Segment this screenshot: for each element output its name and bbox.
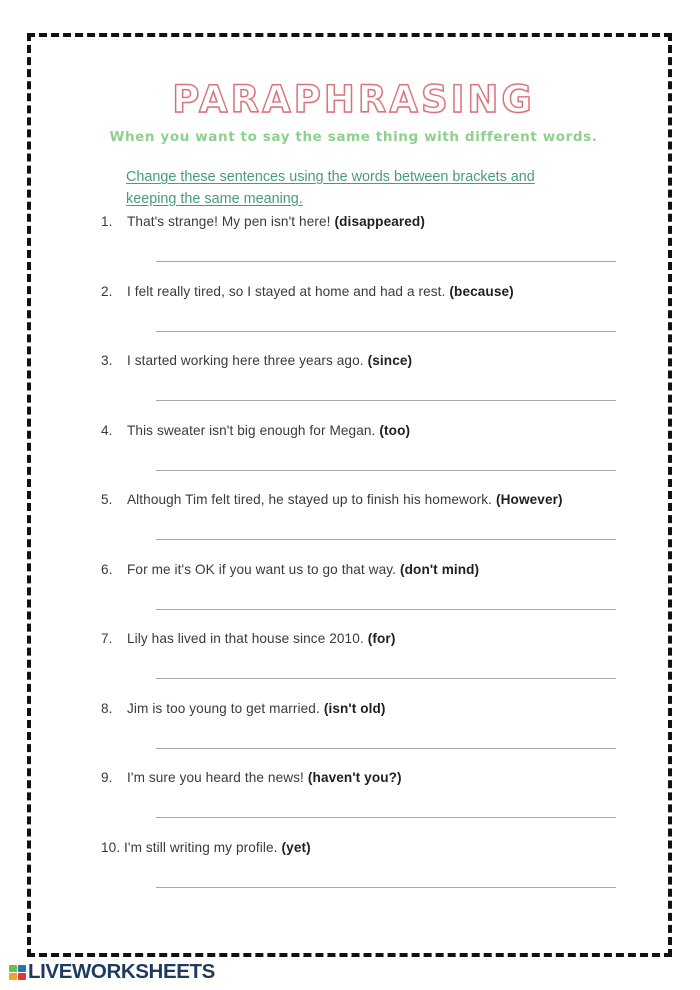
question-line — [101, 213, 666, 231]
worksheet-border — [27, 33, 672, 957]
question-item — [101, 213, 666, 283]
question-sentence: I'm still writing my profile. — [124, 839, 278, 855]
question-sentence: Lily has lived in that house since 2010. — [127, 631, 364, 646]
question-cue-word: (haven't you?) — [307, 770, 402, 785]
question-list — [101, 213, 666, 908]
page-subtitle: When you want to say the same thing with different words. — [109, 128, 598, 145]
logo-square-red — [18, 973, 26, 980]
question-cue-word: (don't mind) — [400, 561, 480, 577]
question-sentence: I started working here three years ago. — [127, 353, 364, 368]
page-title: PARAPHRASING — [172, 78, 535, 121]
answer-line[interactable] — [156, 609, 616, 610]
question-cue-word: (isn't old) — [323, 700, 386, 716]
question-sentence: Jim is too young to get married. — [127, 700, 320, 716]
question-cue-word: (However) — [496, 492, 563, 507]
question-line — [101, 352, 666, 370]
answer-line[interactable] — [156, 331, 616, 332]
question-number: 8. — [101, 700, 113, 716]
question-item — [101, 769, 666, 839]
liveworksheets-grid-icon — [9, 965, 26, 980]
logo-square-green — [9, 965, 17, 972]
question-cue-word: (too) — [379, 422, 411, 438]
question-cue-word: (for) — [367, 631, 396, 646]
question-line — [101, 491, 666, 509]
question-line — [101, 422, 666, 440]
title-block — [31, 78, 676, 145]
question-line — [101, 630, 666, 648]
answer-line[interactable] — [156, 887, 616, 888]
question-cue-word: (yet) — [281, 839, 311, 855]
question-number: 10. — [101, 839, 121, 855]
question-sentence: I'm sure you heard the news! — [127, 770, 304, 785]
question-item — [101, 630, 666, 700]
question-line — [101, 700, 666, 718]
question-sentence: I felt really tired, so I stayed at home and had a rest. — [127, 283, 446, 299]
answer-line[interactable] — [156, 678, 616, 679]
question-line — [101, 561, 666, 579]
logo-square-orange — [9, 973, 17, 980]
answer-line[interactable] — [156, 470, 616, 471]
question-item — [101, 839, 666, 909]
answer-line[interactable] — [156, 400, 616, 401]
answer-line[interactable] — [156, 539, 616, 540]
liveworksheets-wordmark: LIVEWORKSHEETS — [28, 960, 215, 983]
question-sentence: That's strange! My pen isn't here! — [127, 214, 331, 229]
question-cue-word: (disappeared) — [334, 214, 425, 229]
question-item — [101, 700, 666, 770]
question-number: 4. — [101, 422, 113, 438]
question-number: 5. — [101, 492, 113, 507]
question-item — [101, 283, 666, 353]
instructions-text: Change these sentences using the words between brackets and keeping the same meaning. — [126, 169, 535, 207]
question-line — [101, 769, 666, 787]
liveworksheets-logo[interactable] — [9, 960, 215, 984]
question-sentence: This sweater isn't big enough for Megan. — [127, 422, 376, 438]
question-item — [101, 491, 666, 561]
question-sentence: Although Tim felt tired, he stayed up to finish his homework. — [127, 492, 493, 507]
logo-square-blue — [18, 965, 26, 972]
answer-line[interactable] — [156, 748, 616, 749]
question-number: 1. — [101, 214, 113, 229]
question-item — [101, 561, 666, 631]
question-line — [101, 283, 666, 301]
question-sentence: For me it's OK if you want us to go that way. — [127, 561, 397, 577]
question-number: 9. — [101, 770, 113, 785]
question-item — [101, 422, 666, 492]
question-number: 2. — [101, 283, 113, 299]
question-number: 3. — [101, 353, 113, 368]
answer-line[interactable] — [156, 817, 616, 818]
question-number: 7. — [101, 631, 113, 646]
question-number: 6. — [101, 561, 113, 577]
question-cue-word: (because) — [449, 283, 514, 299]
answer-line[interactable] — [156, 261, 616, 262]
question-item — [101, 352, 666, 422]
question-line — [101, 839, 666, 857]
question-cue-word: (since) — [367, 353, 413, 368]
